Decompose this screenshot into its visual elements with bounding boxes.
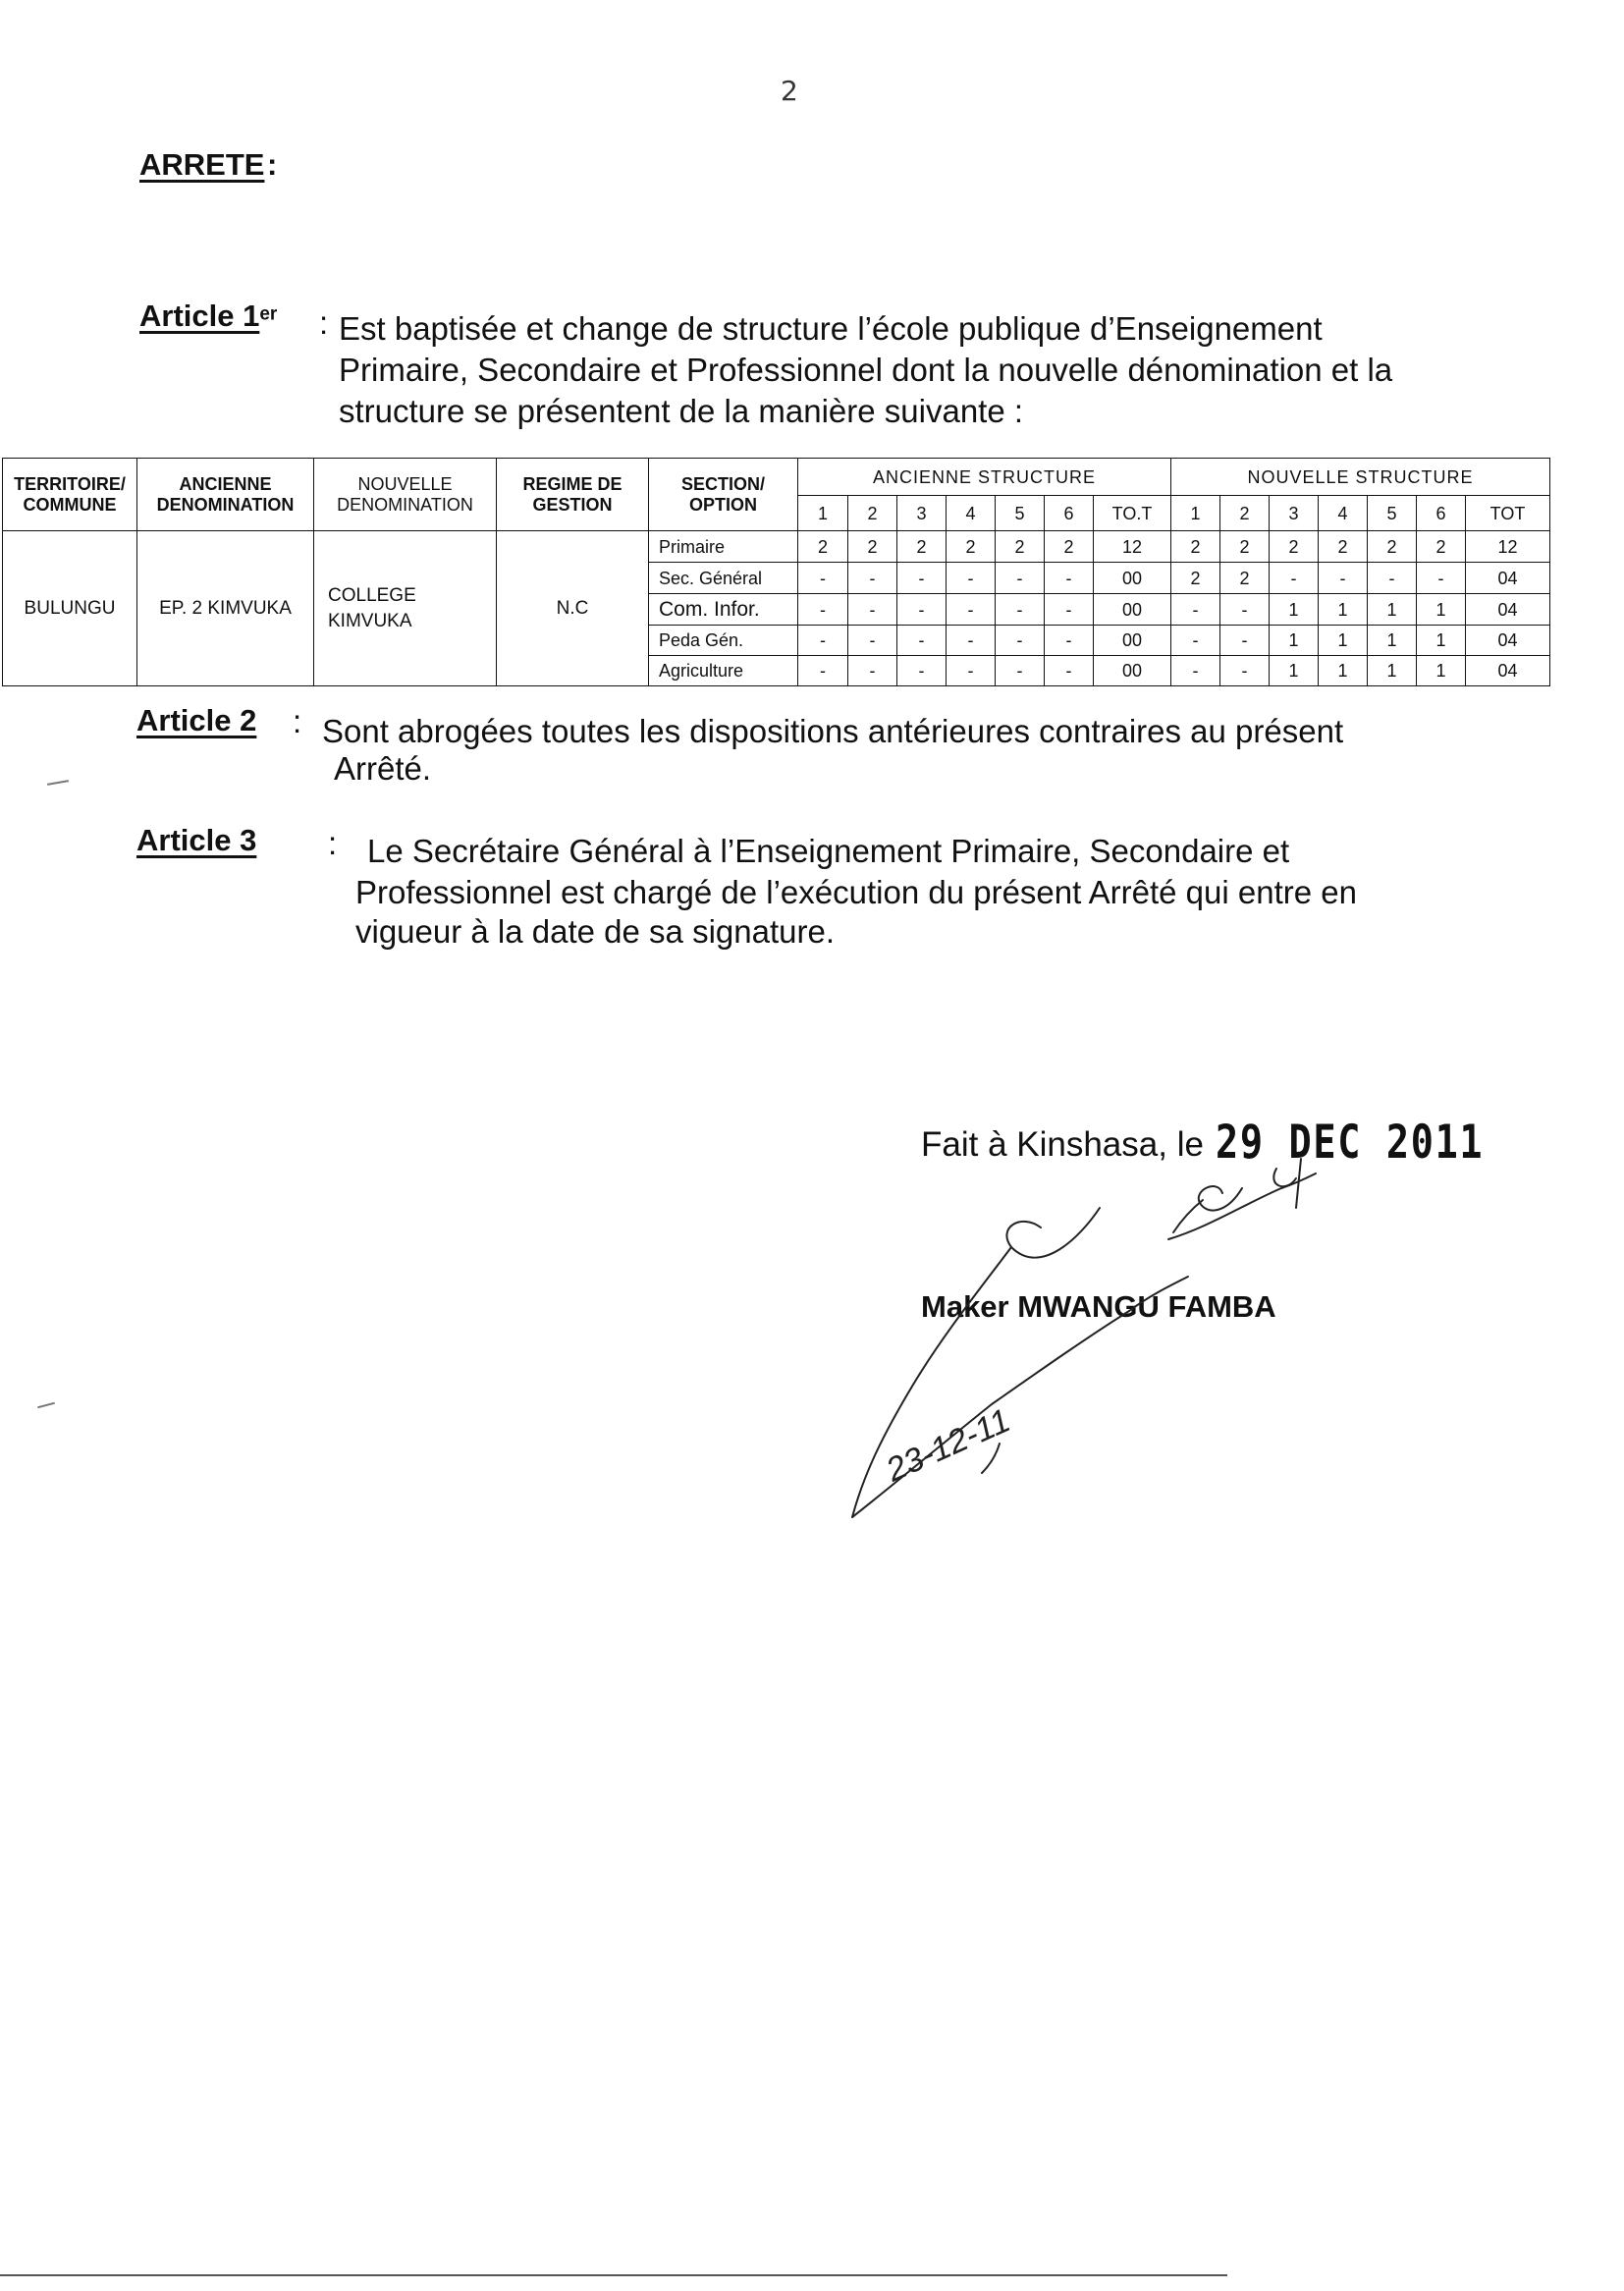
header-territoire: TERRITOIRE/ COMMUNE — [3, 459, 137, 531]
cell-value: - — [1171, 656, 1220, 686]
cell-value: 2 — [1171, 531, 1220, 563]
cell-value: - — [848, 594, 897, 626]
article-2-line-1: Sont abrogées toutes les dispositions antérieures contraires au présent — [322, 713, 1344, 749]
cell-territoire: BULUNGU — [3, 531, 137, 686]
date-stamp: 29 DEC 2011 — [1216, 1116, 1485, 1170]
cell-value: 1 — [1270, 656, 1319, 686]
ancienne-col-4: 4 — [947, 496, 996, 531]
cell-value: - — [1171, 594, 1220, 626]
cell-value: - — [1220, 656, 1270, 686]
cell-total: 00 — [1094, 594, 1171, 626]
cell-value: 2 — [798, 531, 848, 563]
cell-value: 1 — [1319, 594, 1368, 626]
cell-value: - — [1045, 594, 1094, 626]
cell-value: - — [996, 656, 1045, 686]
cell-value: - — [848, 656, 897, 686]
header-regime: REGIME DE GESTION — [497, 459, 649, 531]
cell-regime: N.C — [497, 531, 649, 686]
article-3-line-3: vigueur à la date de sa signature. — [355, 913, 835, 950]
cell-value: 2 — [1270, 531, 1319, 563]
fait-a-kinshasa: Fait à Kinshasa, le — [921, 1125, 1204, 1164]
ancienne-col-2: 2 — [848, 496, 897, 531]
cell-ancienne-denomination: EP. 2 KIMVUKA — [137, 531, 314, 686]
nouvelle-col-total: TOT — [1466, 496, 1550, 531]
cell-option: Peda Gén. — [649, 626, 798, 656]
nouvelle-col-1: 1 — [1171, 496, 1220, 531]
signer-name: Maker MWANGU FAMBA — [921, 1289, 1276, 1324]
cell-total: 04 — [1466, 656, 1550, 686]
cell-value: 1 — [1417, 626, 1466, 656]
nouvelle-col-3: 3 — [1270, 496, 1319, 531]
cell-total: 04 — [1466, 594, 1550, 626]
cell-value: - — [1220, 594, 1270, 626]
header-nouvelle-structure: NOUVELLE STRUCTURE — [1171, 459, 1550, 496]
cell-value: 2 — [996, 531, 1045, 563]
cell-value: 2 — [897, 531, 947, 563]
cell-value: 1 — [1417, 594, 1466, 626]
nouvelle-col-5: 5 — [1368, 496, 1417, 531]
article-1-superscript: er — [259, 303, 278, 325]
ancienne-col-5: 5 — [996, 496, 1045, 531]
cell-total: 00 — [1094, 626, 1171, 656]
cell-value: - — [798, 626, 848, 656]
cell-value: 2 — [1417, 531, 1466, 563]
nouvelle-col-6: 6 — [1417, 496, 1466, 531]
article-3-line-2: Professionnel est chargé de l’exécution du présent Arrêté qui entre en — [355, 874, 1357, 910]
cell-total: 12 — [1466, 531, 1550, 563]
cell-value: 2 — [1319, 531, 1368, 563]
cell-value: 1 — [1368, 656, 1417, 686]
cell-value: - — [947, 626, 996, 656]
cell-total: 04 — [1466, 563, 1550, 594]
article-1-colon: : — [319, 304, 329, 341]
cell-value: - — [848, 563, 897, 594]
header-section: SECTION/ OPTION — [649, 459, 798, 531]
cell-value: - — [798, 563, 848, 594]
arrete-colon: : — [267, 147, 278, 182]
article-1-line-2: Primaire, Secondaire et Professionnel dont la nouvelle dénomination et la — [339, 352, 1393, 388]
cell-value: - — [947, 594, 996, 626]
cell-value: 1 — [1319, 626, 1368, 656]
header-nouvelle-denomination: NOUVELLE DENOMINATION — [314, 459, 497, 531]
cell-value: - — [996, 594, 1045, 626]
cell-value: - — [897, 656, 947, 686]
cell-value: 2 — [1045, 531, 1094, 563]
ancienne-col-1: 1 — [798, 496, 848, 531]
cell-value: 1 — [1270, 626, 1319, 656]
cell-value: - — [1045, 626, 1094, 656]
cell-value: 2 — [1368, 531, 1417, 563]
cell-option: Com. Infor. — [649, 594, 798, 626]
cell-value: - — [947, 656, 996, 686]
article-2-line-2: Arrêté. — [334, 750, 432, 787]
cell-value: 1 — [1368, 626, 1417, 656]
cell-nouvelle-denomination: COLLEGE KIMVUKA — [314, 531, 497, 686]
cell-value: - — [1045, 656, 1094, 686]
article-3-line-1: Le Secrétaire Général à l’Enseignement Primaire, Secondaire et — [367, 833, 1290, 869]
cell-value: - — [798, 594, 848, 626]
cell-value: - — [1417, 563, 1466, 594]
cell-total: 00 — [1094, 563, 1171, 594]
ancienne-col-total: TO.T — [1094, 496, 1171, 531]
cell-total: 04 — [1466, 626, 1550, 656]
cell-value: 1 — [1270, 594, 1319, 626]
article-3-heading: Article 3 — [136, 823, 257, 857]
cell-option: Sec. Général — [649, 563, 798, 594]
cell-value: 1 — [1368, 594, 1417, 626]
cell-value: 2 — [1171, 563, 1220, 594]
cell-value: 1 — [1319, 656, 1368, 686]
cell-value: - — [897, 594, 947, 626]
cell-value: 2 — [947, 531, 996, 563]
arrete-title: ARRETE — [139, 147, 265, 182]
cell-total: 00 — [1094, 656, 1171, 686]
header-ancienne-structure: ANCIENNE STRUCTURE — [798, 459, 1171, 496]
cell-value: 2 — [1220, 563, 1270, 594]
article-2-colon: : — [293, 703, 302, 739]
cell-value: - — [1270, 563, 1319, 594]
cell-value: - — [848, 626, 897, 656]
cell-value: - — [897, 626, 947, 656]
cell-option: Primaire — [649, 531, 798, 563]
bottom-rule — [0, 2274, 1227, 2276]
page-number: 2 — [781, 75, 798, 107]
cell-total: 12 — [1094, 531, 1171, 563]
cell-value: 2 — [848, 531, 897, 563]
cell-value: - — [1368, 563, 1417, 594]
cell-value: - — [996, 563, 1045, 594]
cell-value: - — [1171, 626, 1220, 656]
ancienne-col-3: 3 — [897, 496, 947, 531]
cell-value: 1 — [1417, 656, 1466, 686]
handwritten-date: 23-12-11 — [881, 1401, 1016, 1490]
cell-option: Agriculture — [649, 656, 798, 686]
nouvelle-col-4: 4 — [1319, 496, 1368, 531]
cell-value: 2 — [1220, 531, 1270, 563]
nouvelle-col-2: 2 — [1220, 496, 1270, 531]
cell-value: - — [897, 563, 947, 594]
cell-value: - — [996, 626, 1045, 656]
article-2-heading: Article 2 — [136, 703, 257, 737]
article-1-label: Article 1 — [139, 299, 260, 333]
header-ancienne-denomination: ANCIENNE DENOMINATION — [137, 459, 314, 531]
cell-value: - — [1220, 626, 1270, 656]
cell-value: - — [947, 563, 996, 594]
cell-value: - — [798, 656, 848, 686]
ancienne-col-6: 6 — [1045, 496, 1094, 531]
article-1-line-1: Est baptisée et change de structure l’école publique d’Enseignement — [339, 310, 1323, 347]
article-1-line-3: structure se présentent de la manière suivante : — [339, 393, 1024, 429]
cell-value: - — [1319, 563, 1368, 594]
cell-value: - — [1045, 563, 1094, 594]
article-3-colon: : — [328, 825, 338, 861]
